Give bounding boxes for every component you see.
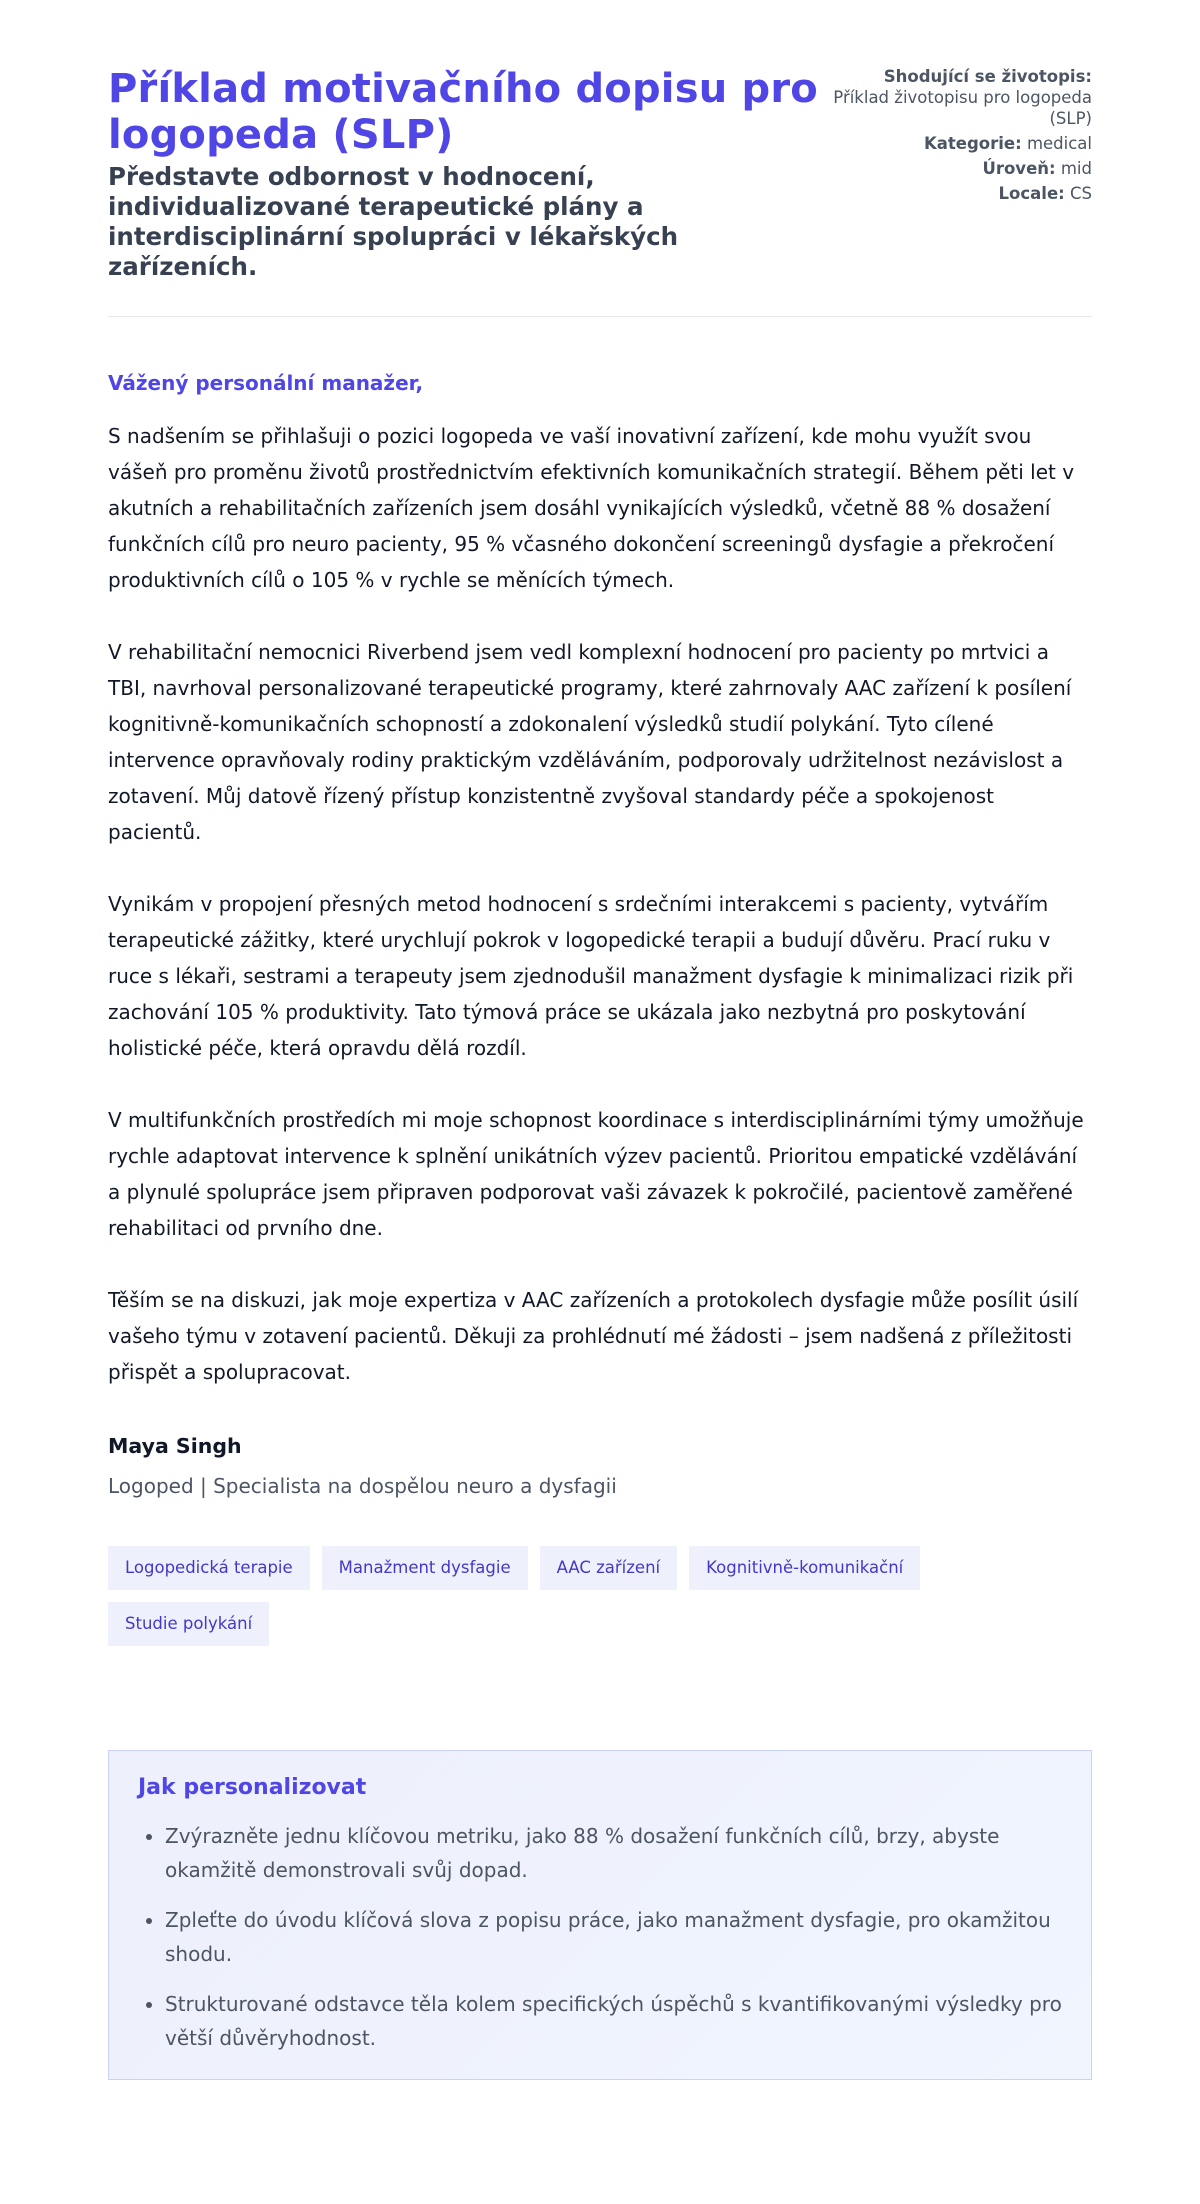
letter-body bbox=[108, 418, 1092, 1390]
tips-list bbox=[138, 1819, 1062, 2055]
signature-name: Maya Singh bbox=[108, 1434, 242, 1458]
meta-category-value: medical bbox=[1026, 134, 1092, 153]
page-subtitle: Představte odbornost v hodnocení, individualizované terapeutické plány a interdisciplinární spolupráci v lékařských zařízeních. bbox=[108, 162, 679, 281]
keyword-tags bbox=[108, 1546, 1008, 1646]
letter-paragraph: V rehabilitační nemocnici Riverbend jsem vedl komplexní hodnocení pro pacienty po mrtvici a TBI, navrhoval personalizované terapeutické programy, které zahrnovaly AAC zařízení k posílení kognitivně-komunikačních schopností a zdokonalení výsledků studií polykání. Tyto cílené intervence opravňovaly rodiny praktickým vzděláváním, podporovaly udržitelnost nezávislost a zotavení. Můj datově řízený přístup konzistentně zvyšoval standardy péče a spokojenost pacientů. bbox=[108, 640, 1072, 844]
meta-locale bbox=[832, 183, 1092, 204]
signature-block bbox=[108, 1433, 1092, 1499]
meta-resume-label: Shodující se životopis: bbox=[883, 67, 1092, 86]
tip-item: • Strukturované odstavce těla kolem specifických úspěchů s kvantifikovanými výsledky pro větší důvěryhodnost. bbox=[165, 1987, 1062, 2055]
keyword-tag: AAC zařízení bbox=[540, 1546, 678, 1590]
meta-level bbox=[832, 158, 1092, 179]
signature-role: Logoped | Specialista na dospělou neuro a dysfagii bbox=[108, 1474, 617, 1498]
keyword-tag: Logopedická terapie bbox=[108, 1546, 310, 1590]
letter-paragraph: Těším se na diskuzi, jak moje expertiza v AAC zařízeních a protokolech dysfagie může posílit úsilí vašeho týmu v zotavení pacientů. Děkuji za prohlédnutí mé žádosti – jsem nadšená z příležitosti přispět a spolupracovat. bbox=[108, 1288, 1079, 1384]
tips-title: Jak personalizovat bbox=[138, 1775, 367, 1800]
letter-greeting: Vážený personální manažer, bbox=[108, 371, 424, 395]
meta-category bbox=[832, 133, 1092, 154]
meta-matching-resume bbox=[832, 66, 1092, 129]
letter-paragraph: Vynikám v propojení přesných metod hodnocení s srdečními interakcemi s pacienty, vytvářím terapeutické zážitky, které urychlují pokrok v logopedické terapii a budují důvěru. Prací ruku v ruce s lékaři, sestrami a terapeuty jsem zjednodušil manažment dysfagie k minimalizaci rizik při zachování 105 % produktivity. Tato týmová práce se ukázala jako nezbytná pro poskytování holistické péče, která opravdu dělá rozdíl. bbox=[108, 892, 1074, 1060]
meta-category-label: Kategorie: bbox=[923, 134, 1022, 153]
letter-paragraph: S nadšením se přihlašuji o pozici logopeda ve vaší inovativní zařízení, kde mohu využít svou vášeň pro proměnu životů prostřednictvím efektivních komunikačních strategií. Během pěti let v akutních a rehabilitačních zařízeních jsem dosáhl vynikajících výsledků, včetně 88 % dosažení funkčních cílů pro neuro pacienty, 95 % včasného dokončení screeningů dysfagie a překročení produktivních cílů o 105 % v rychle se měnících týmech. bbox=[108, 424, 1075, 592]
tip-item: • Zvýrazněte jednu klíčovou metriku, jako 88 % dosažení funkčních cílů, brzy, abyste okamžitě demonstrovali svůj dopad. bbox=[165, 1819, 1062, 1887]
letter-paragraph: V multifunkčních prostředích mi moje schopnost koordinace s interdisciplinárními týmy umožňuje rychle adaptovat intervence k splnění unikátních výzev pacientů. Prioritou empatické vzdělávání a plynulé spolupráce jsem připraven podporovat vaši závazek k pokročilé, pacientově zaměřené rehabilitaci od prvního dne. bbox=[108, 1108, 1084, 1240]
meta-panel bbox=[832, 66, 1092, 208]
page-title: Příklad motivačního dopisu pro logopeda (SLP) bbox=[108, 66, 818, 158]
title-block bbox=[108, 66, 828, 282]
meta-level-label: Úroveň: bbox=[982, 159, 1056, 178]
tip-item: • Zpleťte do úvodu klíčová slova z popisu práce, jako manažment dysfagie, pro okamžitou shodu. bbox=[165, 1903, 1062, 1971]
keyword-tag: Manažment dysfagie bbox=[322, 1546, 528, 1590]
meta-level-value: mid bbox=[1060, 159, 1092, 178]
meta-locale-label: Locale: bbox=[998, 184, 1065, 203]
meta-resume-link[interactable]: Příklad životopisu pro logopeda (SLP) bbox=[833, 88, 1092, 128]
keyword-tag: Kognitivně-komunikační bbox=[689, 1546, 920, 1590]
page-header bbox=[108, 66, 1092, 317]
meta-locale-value: CS bbox=[1070, 184, 1092, 203]
keyword-tag: Studie polykání bbox=[108, 1602, 269, 1646]
personalization-tips-box bbox=[108, 1750, 1092, 2080]
